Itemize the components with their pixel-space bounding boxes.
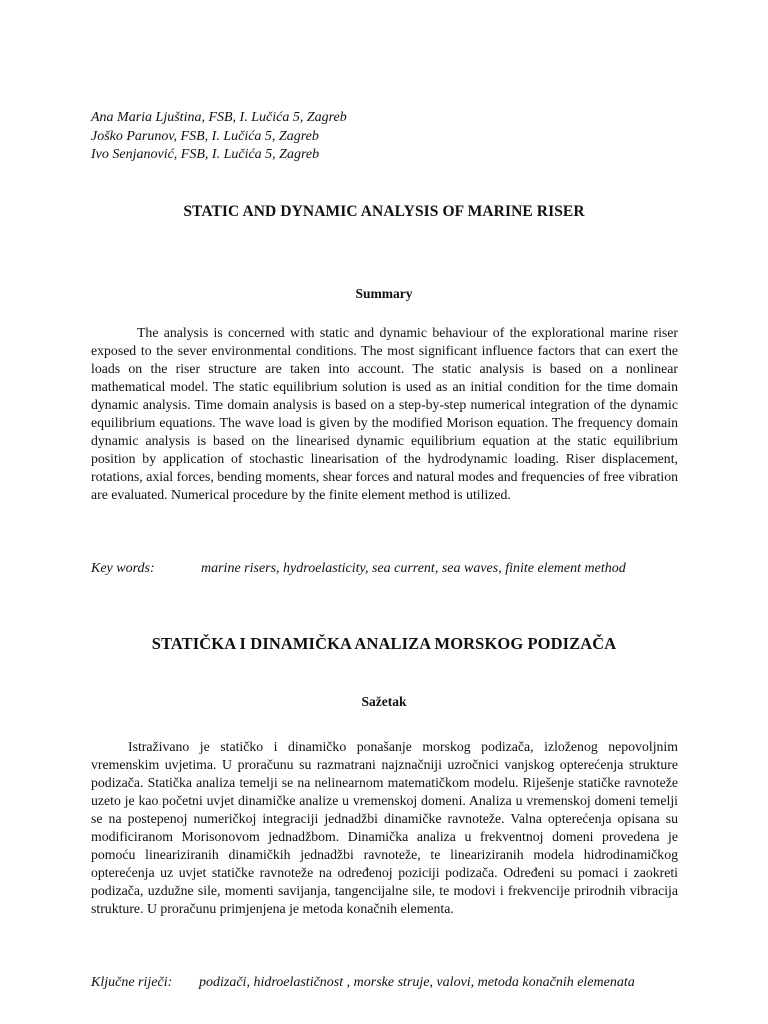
kljucne-rijeci-label: Ključne riječi: [91,975,173,990]
keywords-label: Key words: [91,561,155,576]
croatian-title: STATIČKA I DINAMIČKA ANALIZA MORSKOG PODIZAČA [151,634,617,653]
croatian-keywords [91,974,678,992]
english-abstract-text: The analysis is concerned with static and dynamic behaviour of the explorational marine riser exposed to the sever environmental conditions. The most significant influence factors that can exert the loads on the riser structure are taken into account. The static analysis is based on a nonlinear mathematical model. The static equilibrium solution is used as an initial condition for the time domain dynamic analysis. Time domain analysis is based on a step-by-step numerical integration of the dynamic equilibrium equations. The wave load is given by the modified Morison equation. The frequency domain dynamic analysis is based on the linearised dynamic equilibrium equation at the static equilibrium position by application of stochastic linearisation of the hydrodynamic loading. Riser displacement, rotations, axial forces, bending moments, shear forces and natural modes and frequencies of free vibration are evaluated. Numerical procedure by the finite element method is utilized. [91,325,678,502]
english-keywords [91,560,678,578]
english-title: STATIC AND DYNAMIC ANALYSIS OF MARINE RISER [183,203,585,220]
author-line: Ana Maria Ljuština, FSB, I. Lučića 5, Zagreb [91,110,347,125]
croatian-abstract-text: Istraživano je statičko i dinamičko ponašanje morskog podizača, izloženog nepovoljnim vremenskim uvjetima. U proračunu su razmatrani najznačniji uzročnici vanjskog opterećenja strukture podizača. Statička analiza temelji se na nelinearnom matematičkom modelu. Riješenje statičke ravnoteže uzeto je kao početni uvjet dinamičke analize u vremenskoj domeni. Analiza u vremenskoj domeni temelji se na postepenoj numeričkoj integraciji jednadžbi dinamičke ravnoteže. Valna opterećenja opisana su modificiranom Morisonovom jednadžbom. Dinamička analiza u frekventnoj domeni provedena je pomoću lineariziranih dinamičkih jednadžbi ravnoteže, te lineariziranih modela hidrodinamičkog opterećenja uz uvjet statičke ravnoteže na određenoj poziciji podizača. Određeni su pomaci i zaokreti podizača, uzdužne sile, momenti savijanja, tangencijalne sile, te modovi i frekvencije prirodnih vibracija strukture. U proračunu primjenjena je metoda konačnih elementa. [91,739,678,916]
english-abstract [91,324,678,504]
author-list [91,109,691,165]
keywords-text: marine risers, hydroelasticity, sea current, sea waves, finite element method [201,561,626,576]
croatian-abstract [91,738,678,918]
author-line: Joško Parunov, FSB, I. Lučića 5, Zagreb [91,128,319,144]
kljucne-rijeci-text: podizači, hidroelastičnost , morske struje, valovi, metoda konačnih elemenata [199,975,635,990]
sazetak-heading: Sažetak [361,694,407,709]
author-line: Ivo Senjanović, FSB, I. Lučića 5, Zagreb [91,147,320,162]
summary-heading: Summary [355,286,413,301]
